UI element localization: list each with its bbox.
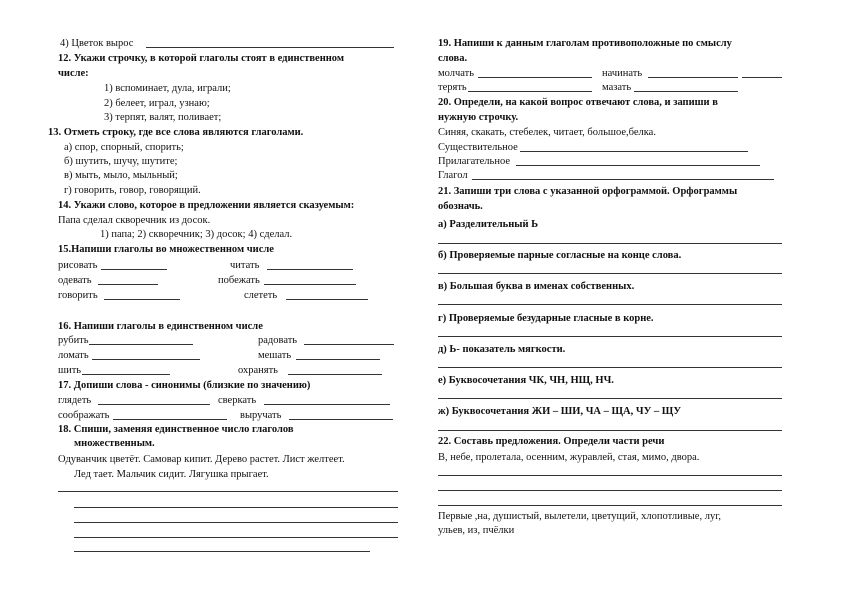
answer-line[interactable] [113, 419, 227, 420]
q22-words-3: ульев, из, пчёлки [438, 525, 515, 536]
answer-line[interactable] [296, 359, 380, 360]
answer-line[interactable] [58, 491, 398, 492]
q17-title: 17. Допиши слова - синонимы (близкие по значению) [58, 380, 311, 391]
q21-item-d: г) Проверяемые безударные гласные в корне. [438, 313, 654, 324]
q16-word: охранять [238, 365, 278, 376]
answer-line[interactable] [264, 404, 390, 405]
answer-line[interactable] [98, 404, 210, 405]
q12-title: 12. Укажи строчку, в которой глаголы стоят в единственном [58, 53, 344, 64]
q16-word: ломать [58, 350, 89, 361]
answer-line[interactable] [89, 344, 193, 345]
answer-line[interactable] [478, 77, 592, 78]
q14-title: 14. Укажи слово, которое в предложении является сказуемым: [58, 200, 355, 211]
q22-title: 22. Составь предложения. Определи части речи [438, 436, 665, 447]
answer-line[interactable] [74, 551, 370, 552]
q21-item-a: а) Разделительный Ь [438, 219, 539, 230]
answer-line[interactable] [438, 243, 782, 244]
q21-item-c: в) Большая буква в именах собственных. [438, 281, 635, 292]
q17-word: глядеть [58, 395, 92, 406]
q17-word: выручать [240, 410, 282, 421]
answer-line[interactable] [634, 91, 738, 92]
answer-line[interactable] [304, 344, 394, 345]
answer-line[interactable] [267, 269, 353, 270]
q16-word: мешать [258, 350, 292, 361]
q21-item-f: е) Буквосочетания ЧК, ЧН, НЩ, НЧ. [438, 375, 614, 386]
answer-line[interactable] [472, 179, 774, 180]
q17-word: соображать [58, 410, 110, 421]
answer-line[interactable] [438, 505, 782, 506]
q13-option-c[interactable]: в) мыть, мыло, мыльный; [64, 170, 178, 181]
answer-line[interactable] [74, 537, 398, 538]
q13-option-a[interactable]: а) спор, спорный, спорить; [64, 142, 184, 153]
answer-line[interactable] [438, 398, 782, 399]
answer-line[interactable] [289, 419, 393, 420]
q21-title-cont: обозначь. [438, 201, 483, 212]
q12-option-3[interactable]: 3) терпят, валят, поливает; [104, 112, 222, 123]
q19-word: молчать [438, 68, 475, 79]
q21-title: 21. Запиши три слова с указанной орфограммой. Орфограммы [438, 186, 738, 197]
q17-word: сверкать [218, 395, 257, 406]
q11-item4: 4) Цветок вырос [60, 38, 134, 49]
q18-text-cont: Лед тает. Мальчик сидит. Лягушка прыгает. [74, 469, 269, 480]
answer-line[interactable] [92, 359, 200, 360]
answer-line[interactable] [516, 165, 760, 166]
q16-word: шить [58, 365, 82, 376]
q19-title-cont: слова. [438, 53, 468, 64]
answer-line[interactable] [74, 522, 398, 523]
answer-line[interactable] [438, 430, 782, 431]
answer-line[interactable] [146, 47, 394, 48]
q15-title: 15.Напиши глаголы во множественном числе [58, 244, 274, 255]
answer-line[interactable] [520, 151, 748, 152]
q18-text: Одуванчик цветёт. Самовар кипит. Дерево растет. Лист желтеет. [58, 454, 345, 465]
q13-option-b[interactable]: б) шутить, шучу, шутите; [64, 156, 178, 167]
answer-line[interactable] [264, 284, 356, 285]
q16-title: 16. Напиши глаголы в единственном числе [58, 321, 263, 332]
q13-option-d[interactable]: г) говорить, говор, говорящий. [64, 185, 201, 196]
q15-word: слететь [244, 290, 278, 301]
q20-adj-label: Прилагательное [438, 156, 510, 167]
q13-title: 13. Отметь строку, где все слова являются глаголами. [48, 127, 304, 138]
q14-sentence: Папа сделал скворечник из досок. [58, 215, 211, 226]
answer-line[interactable] [438, 475, 782, 476]
q21-item-b: б) Проверяемые парные согласные на конце слова. [438, 250, 682, 261]
q15-word: читать [230, 260, 260, 271]
answer-line[interactable] [101, 269, 167, 270]
answer-line[interactable] [468, 91, 592, 92]
q20-noun-label: Существительное [438, 142, 518, 153]
q12-option-2[interactable]: 2) белеет, играл, узнаю; [104, 98, 210, 109]
q19-title: 19. Напиши к данным глаголам противоположные по смыслу [438, 38, 732, 49]
q14-options[interactable]: 1) папа; 2) скворечник; 3) досок; 4) сделал. [100, 229, 293, 240]
answer-line[interactable] [438, 304, 782, 305]
q18-title: 18. Спиши, заменяя единственное число глаголов [58, 424, 294, 435]
answer-line[interactable] [742, 77, 782, 78]
answer-line[interactable] [438, 367, 782, 368]
answer-line[interactable] [82, 374, 170, 375]
q22-words-2: Первые ,на, душистый, вылетели, цветущий, хлопотливые, луг, [438, 511, 721, 522]
q16-word: радовать [258, 335, 298, 346]
q15-word: рисовать [58, 260, 98, 271]
q21-item-e: д) Ь- показатель мягкости. [438, 344, 566, 355]
answer-line[interactable] [98, 284, 158, 285]
q20-verb-label: Глагол [438, 170, 468, 181]
q20-title: 20. Определи, на какой вопрос отвечают слова, и запиши в [438, 97, 718, 108]
answer-line[interactable] [104, 299, 180, 300]
answer-line[interactable] [648, 77, 738, 78]
answer-line[interactable] [438, 273, 782, 274]
q21-item-g: ж) Буквосочетания ЖИ – ШИ, ЧА – ЩА, ЧУ – ЩУ [438, 406, 682, 417]
answer-line[interactable] [438, 490, 782, 491]
q16-word: рубить [58, 335, 89, 346]
q12-option-1[interactable]: 1) вспоминает, дула, играли; [104, 83, 231, 94]
answer-line[interactable] [74, 507, 398, 508]
q19-word: мазать [602, 82, 632, 93]
q18-title-cont: множественным. [74, 438, 155, 449]
q15-word: говорить [58, 290, 98, 301]
q15-word: побежать [218, 275, 260, 286]
q20-words: Синяя, скакать, стебелек, читает, большое,белка. [438, 127, 656, 138]
q12-title-cont: числе: [58, 68, 89, 79]
q20-title-cont: нужную строчку. [438, 112, 519, 123]
q22-words: В, небе, пролетала, осенним, журавлей, стая, мимо, двора. [438, 452, 700, 463]
q19-word: терять [438, 82, 467, 93]
answer-line[interactable] [286, 299, 368, 300]
answer-line[interactable] [288, 374, 382, 375]
q19-word: начинать [602, 68, 643, 79]
q15-word: одевать [58, 275, 92, 286]
answer-line[interactable] [438, 336, 782, 337]
